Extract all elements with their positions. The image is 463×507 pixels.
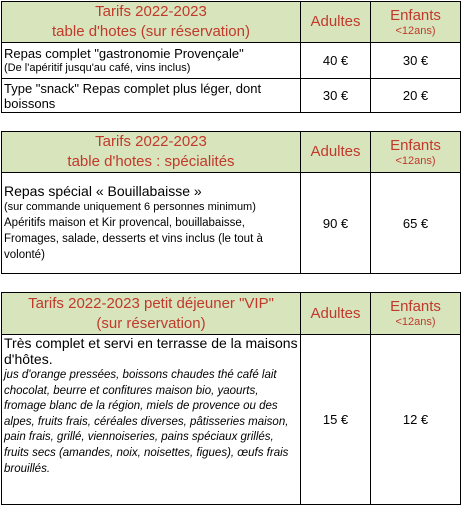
table-row	[2, 173, 461, 274]
table-row	[2, 79, 461, 113]
table-title	[2, 132, 301, 173]
table-row	[2, 335, 461, 505]
table-row	[2, 43, 461, 79]
row-label: Repas spécial « Bouillabaisse »	[4, 183, 202, 199]
col-children	[371, 293, 461, 335]
title-line2: table d'hotes (sur réservation)	[52, 23, 250, 40]
col-adults-label: Adultes	[310, 143, 361, 160]
price-children: 12 €	[371, 335, 461, 505]
price-adults: 40 €	[301, 43, 371, 79]
row-note: (sur commande uniquement 6 personnes minimum)	[4, 201, 256, 213]
price-children: 30 €	[371, 43, 461, 79]
row-description	[2, 335, 301, 505]
title-line2: table d'hotes : spécialités	[67, 153, 235, 170]
col-adults-label: Adultes	[310, 13, 361, 30]
table-header	[2, 293, 461, 335]
title-line1: Tarifs 2022-2023 petit déjeuner "VIP"	[28, 294, 274, 312]
table-header	[2, 132, 461, 173]
table-title	[2, 2, 301, 43]
row-label: Très complet et servi en terrasse de la maisons d'hôtes.	[4, 335, 298, 367]
col-children-sub: <12ans)	[395, 316, 436, 328]
table-header	[2, 2, 461, 43]
row-description	[2, 43, 301, 79]
title-line1: Tarifs 2022-2023	[95, 3, 207, 20]
row-description	[2, 79, 301, 113]
price-children: 20 €	[371, 79, 461, 113]
price-adults: 15 €	[301, 335, 371, 505]
table-specialties-rates	[1, 131, 461, 274]
title-line2: (sur réservation)	[96, 314, 206, 332]
table-breakfast-rates	[1, 292, 461, 505]
col-children-sub: <12ans)	[395, 24, 436, 37]
col-adults	[301, 132, 371, 173]
col-children	[371, 132, 461, 173]
col-children-label: Enfants	[390, 6, 441, 24]
row-description	[2, 173, 301, 274]
col-children-sub: <12ans)	[395, 154, 436, 167]
col-adults	[301, 2, 371, 43]
col-children	[371, 2, 461, 43]
col-adults	[301, 293, 371, 335]
row-detail: Apéritifs maison et Kir provencal, bouillabaisse, Fromages, salade, desserts et vins inclus (le tout à volonté)	[4, 217, 263, 261]
table-dinner-rates	[1, 1, 461, 113]
table-title	[2, 293, 301, 335]
price-adults: 30 €	[301, 79, 371, 113]
title-line1: Tarifs 2022-2023	[95, 133, 207, 150]
col-children-label: Enfants	[390, 136, 441, 154]
row-detail: jus d'orange pressées, boissons chaudes thé café lait chocolat, beurre et confitures maison bio, yaourts, fromage blanc de la région, miels de provence ou des alpes, fruits frais, céréales diverses, pâtisseries maison, pain frais, grillé, viennoiseries, pains spéciaux grillés, fruits secs (amandes, noix, noisettes, figues), œufs frais brouillés.	[4, 369, 289, 475]
row-label: Repas complet "gastronomie Provençale"	[4, 46, 244, 61]
price-adults: 90 €	[301, 173, 371, 274]
col-children-label: Enfants	[390, 298, 441, 315]
row-sublabel: (De l'apéritif jusqu'au café, vins inclus)	[4, 62, 191, 74]
price-children: 65 €	[371, 173, 461, 274]
row-label: Type "snack" Repas complet plus léger, dont boissons	[4, 80, 262, 111]
col-adults-label: Adultes	[310, 304, 361, 322]
